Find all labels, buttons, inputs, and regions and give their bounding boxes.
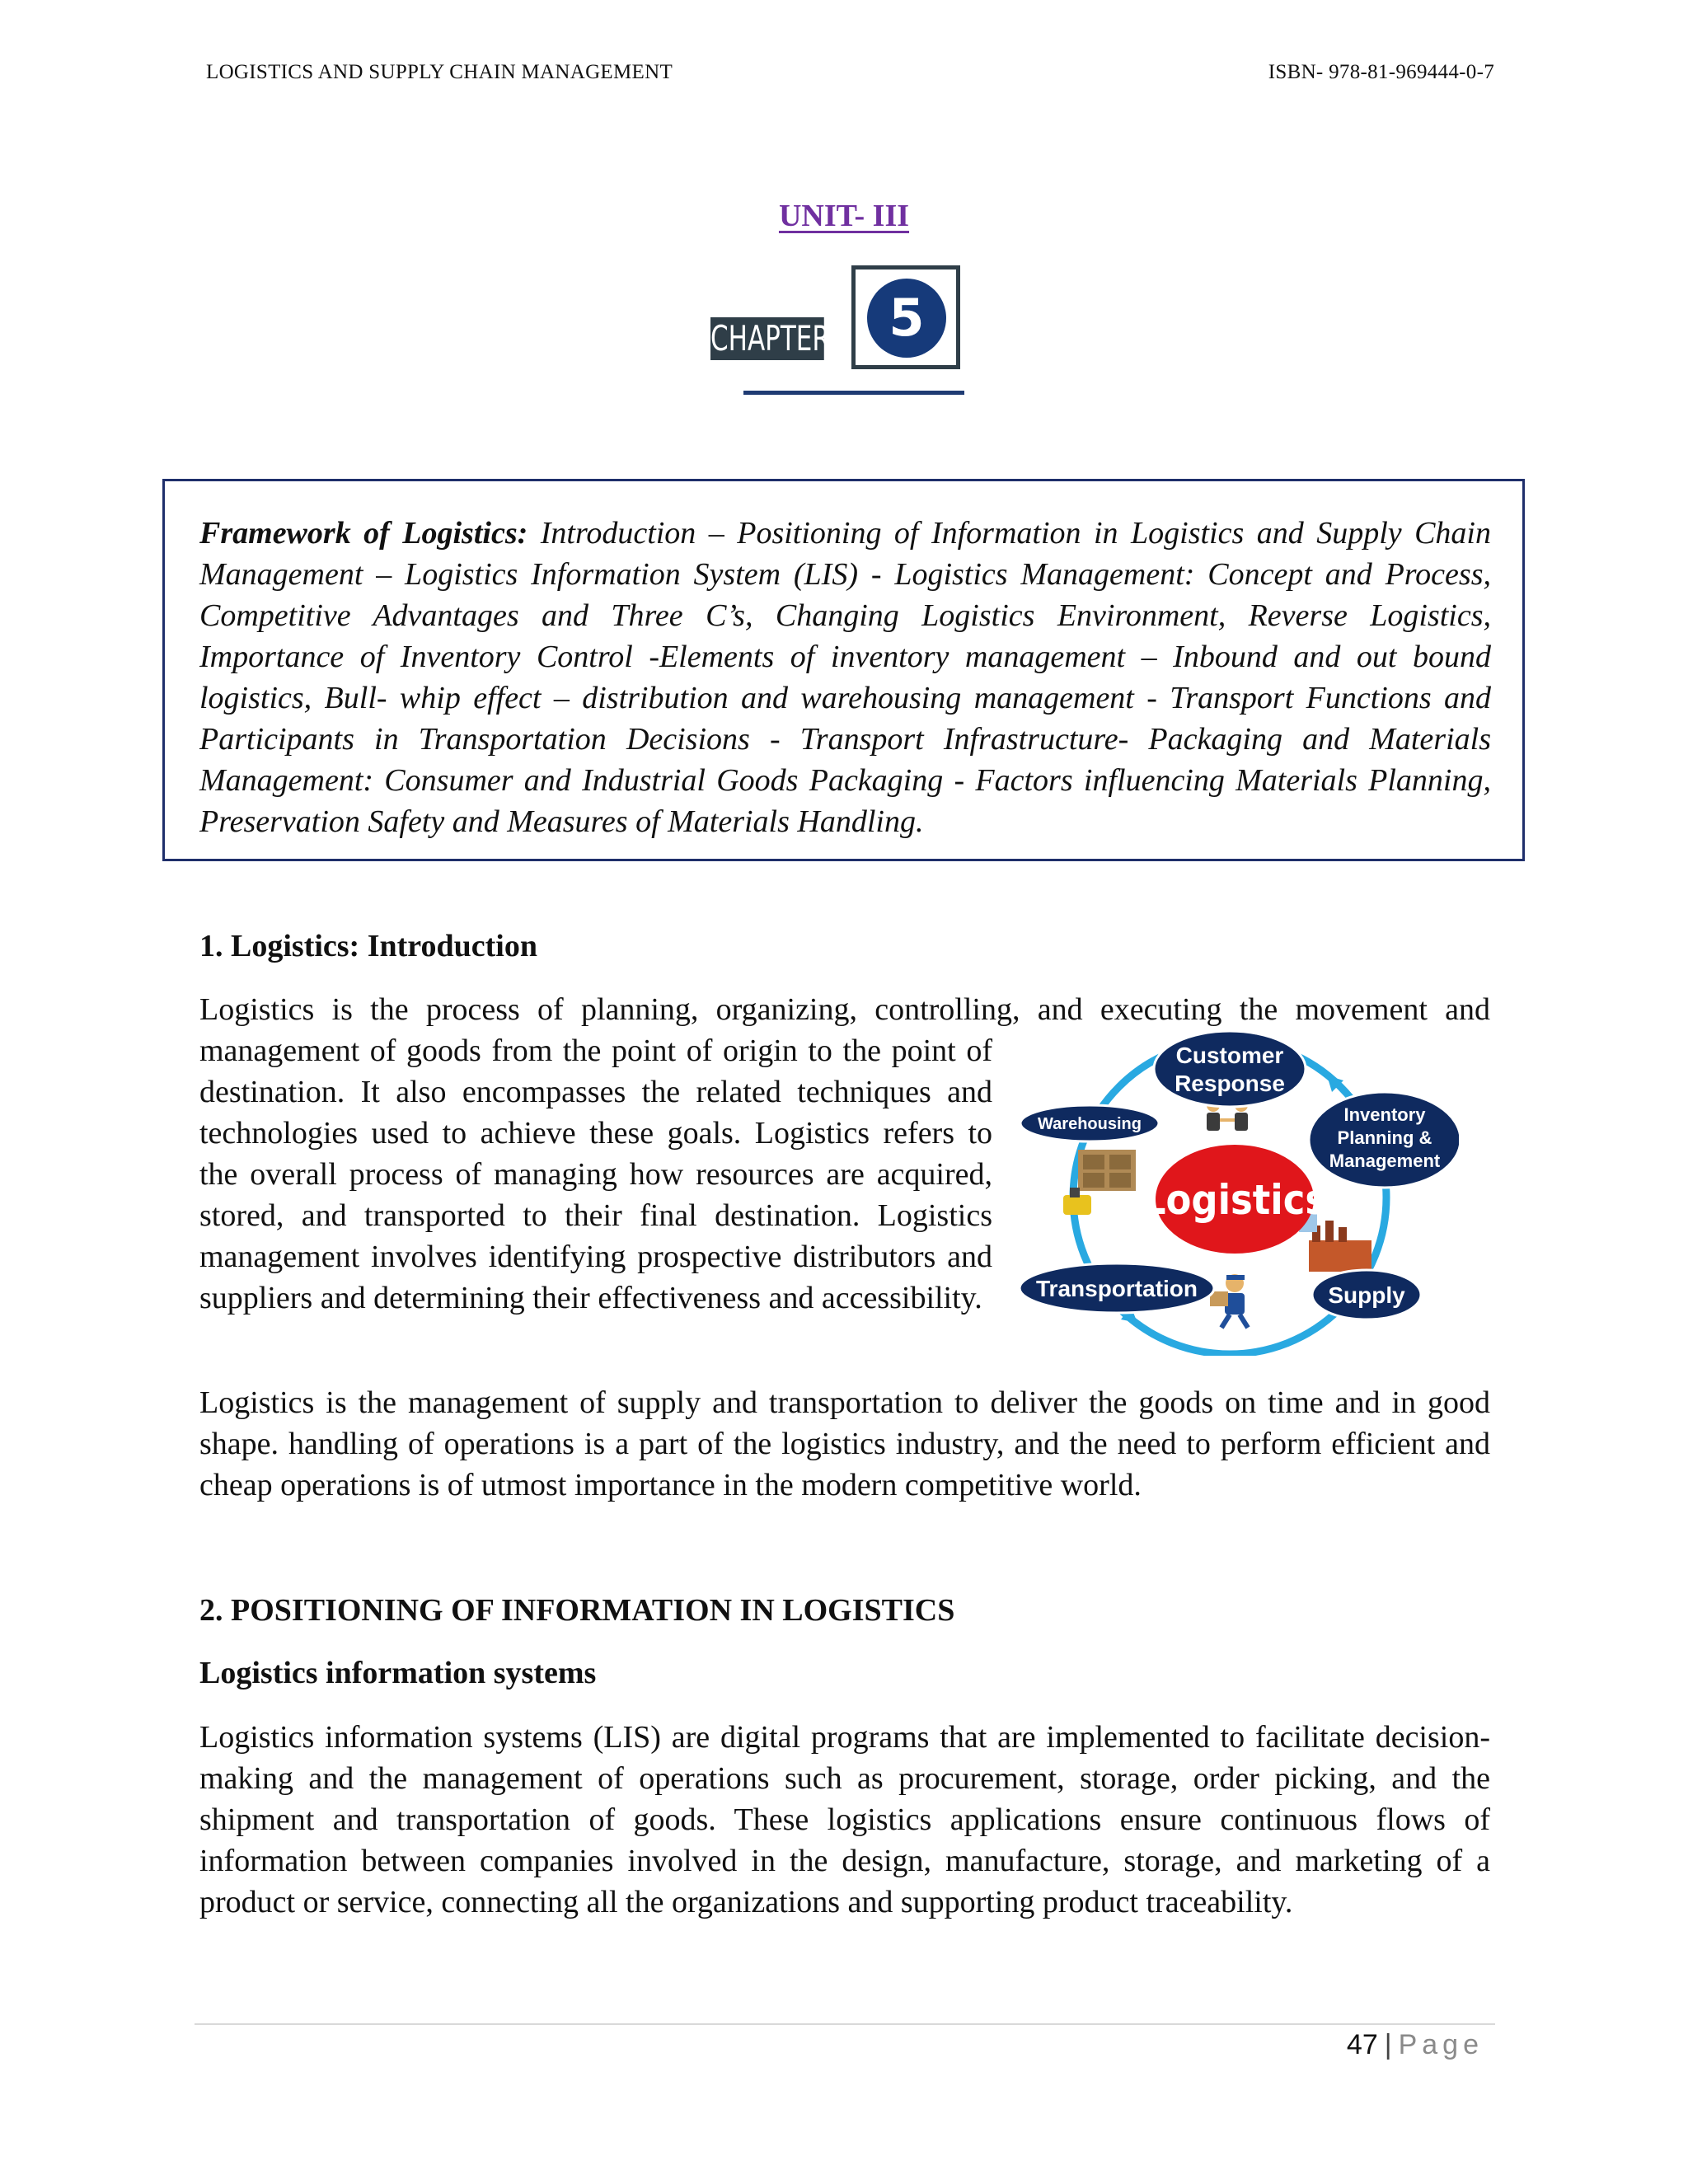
page-number-value: 47 — [1346, 2029, 1378, 2060]
node-supply-label: Supply — [1328, 1282, 1405, 1308]
node-inventory-label-3: Management — [1329, 1151, 1441, 1171]
section-2-para: Logistics information systems (LIS) are digital programs that are implemented to facilitate decision-making and the management of operations such as procurement, storage, order picking, and the shipment and transportation of goods. These logistics applications ensure continuous flows of information between companies involved in the design, manufacture, storage, and marketing of a product or service, connecting all the organizations and supporting product traceability. — [199, 1720, 1490, 1919]
unit-title: UNIT- III — [778, 199, 910, 233]
chapter-framework-box — [162, 479, 1525, 861]
section-1-para-1: management of goods from the point of origin to the point of destination. It also encompasses the related techniques and technologies used to achieve these goals. Logistics refers to the overall process of managing how resources are acquired, stored, and transported to their final destination. Logistics management involves identifying prospective distributors and suppliers and determining their effectiveness and accessibility. — [199, 1033, 992, 1315]
chapter-underline — [743, 391, 964, 395]
framework-topics: Introduction – Positioning of Information in Logistics and Supply Chain Management – Logistics Information System (LIS) - Logistics Management: Concept and Process, Competitive Advantages and Three C’s, Changing Logistics Environment, Reverse Logistics, Importance of Inventory Control -Elements of inventory management – Inbound and out bound logistics, Bull- whip effect – distribution and warehousing management - Transport Functions and Participants in Transportation Decisions - Transport Infrastructure- Packaging and Materials Management: Consumer and Industrial Goods Packaging - Factors influencing Materials Planning, Preservation Safety and Measures of Materials Handling. — [199, 516, 1491, 839]
section-2-title: . POSITIONING OF INFORMATION IN LOGISTICS — [215, 1593, 955, 1628]
delivery-person-icon — [1210, 1274, 1248, 1328]
page-number-separator: | — [1384, 2029, 1392, 2060]
page-number — [1347, 2029, 1484, 2061]
node-transportation-label: Transportation — [1035, 1276, 1198, 1301]
logistics-cycle-diagram — [1014, 1026, 1459, 1356]
chapter-number: 5 — [867, 279, 946, 358]
node-inventory-label-2: Planning & — [1337, 1127, 1432, 1148]
section-2-number: 2 — [199, 1593, 215, 1628]
section-2-heading — [199, 1592, 954, 1629]
framework-text — [199, 513, 1491, 842]
center-logistics-label: Logistics — [1142, 1176, 1328, 1224]
section-1-para-1-line-1: Logistics is the process of planning, organizing, controlling, and executing the movement and — [199, 992, 1490, 1027]
node-customer-label-2: Response — [1175, 1071, 1285, 1096]
section-1-heading: 1. Logistics: Introduction — [199, 929, 537, 963]
node-customer-label-1: Customer — [1175, 1043, 1284, 1068]
chapter-label: CHAPTER — [710, 318, 830, 359]
running-header-isbn: ISBN- 978-81-969444-0-7 — [1268, 61, 1494, 83]
node-inventory-label-1: Inventory — [1343, 1104, 1426, 1125]
framework-lead: Framework of Logistics: — [199, 516, 528, 551]
footer-divider — [195, 2023, 1495, 2025]
section-1-para-2: Logistics is the management of supply and transportation to deliver the goods on time and in good shape. handling of operations is a part of the logistics industry, and the need to perform efficient and cheap operations is of utmost importance in the modern competitive world. — [199, 1385, 1490, 1502]
node-warehousing-label: Warehousing — [1038, 1115, 1142, 1133]
section-2-subheading: Logistics information systems — [199, 1656, 597, 1690]
running-header-title: LOGISTICS AND SUPPLY CHAIN MANAGEMENT — [206, 61, 673, 83]
page-label: Page — [1398, 2029, 1484, 2060]
